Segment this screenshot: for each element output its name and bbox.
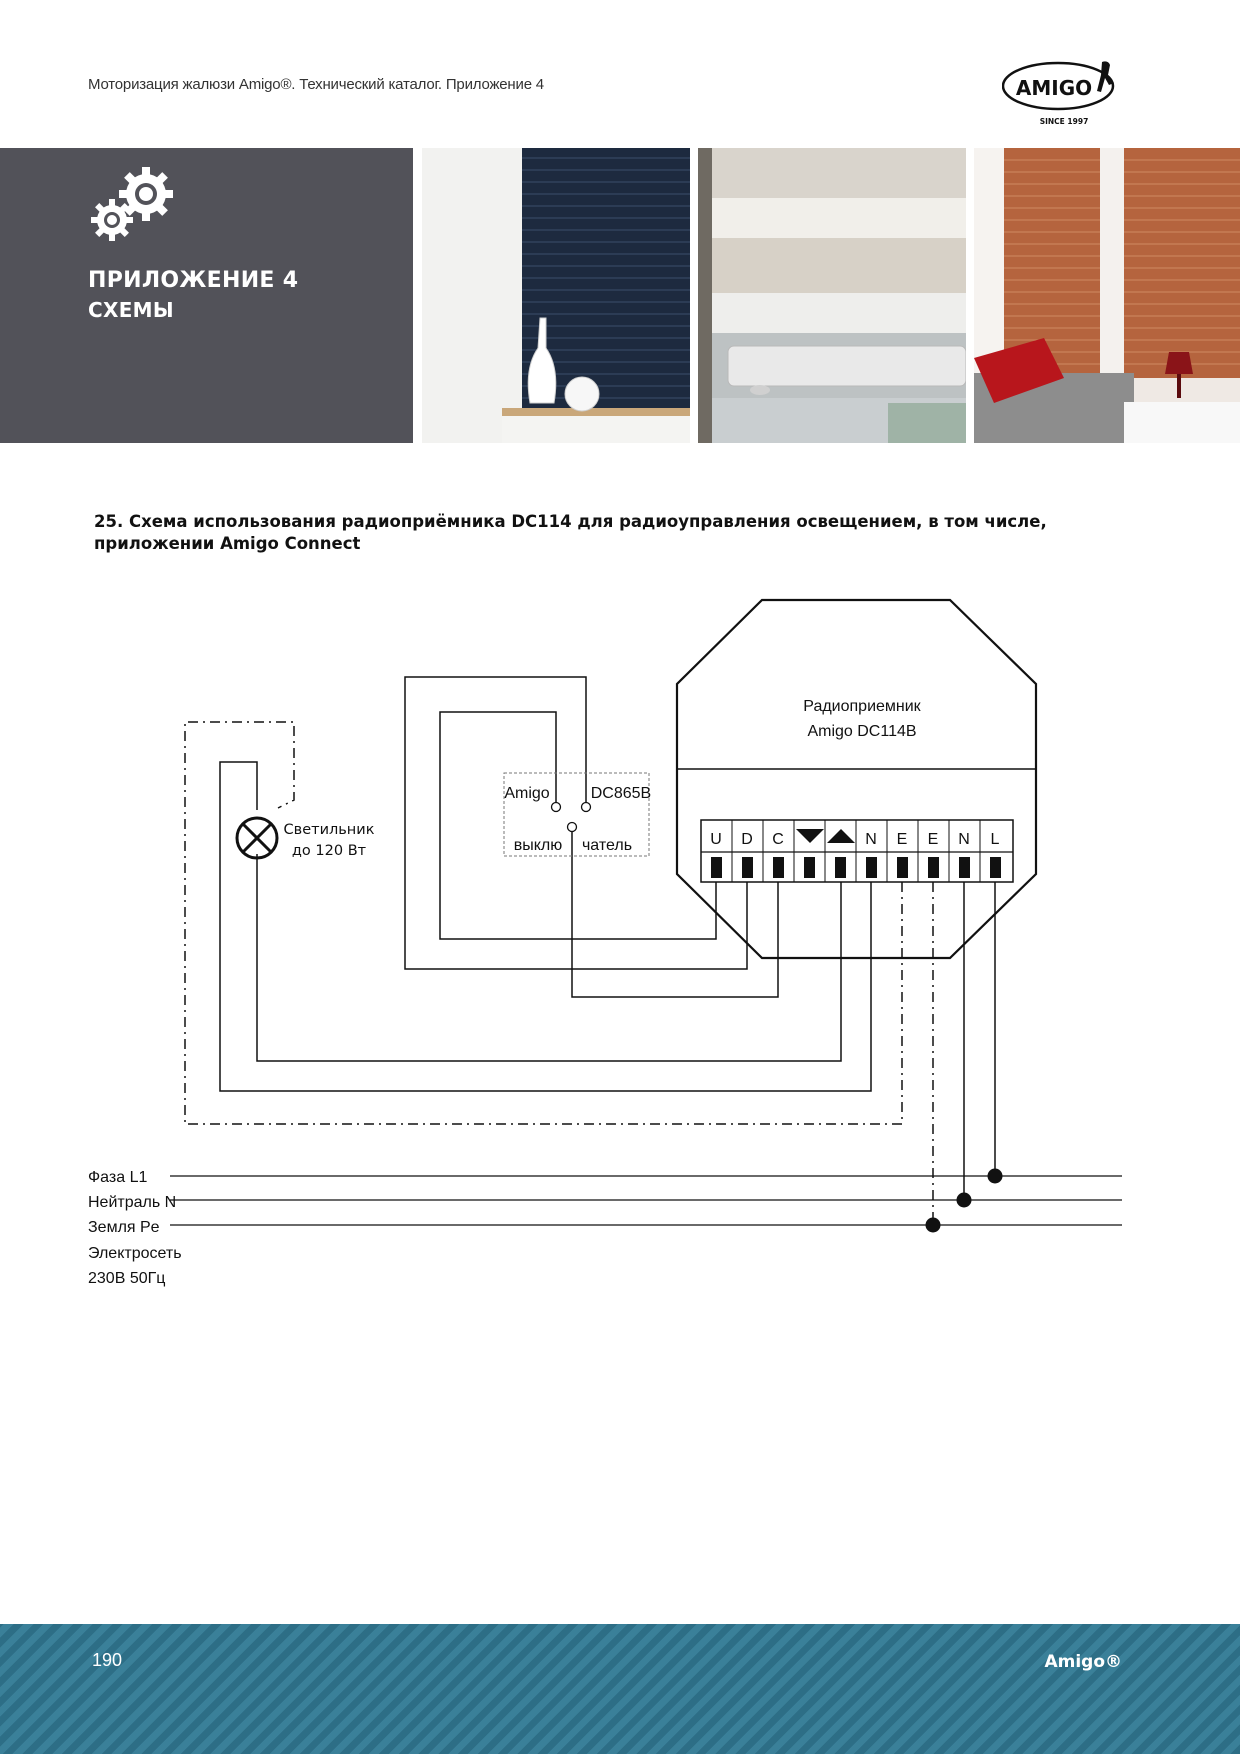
banner-section bbox=[0, 148, 413, 443]
switch-label-right: DC865B bbox=[590, 785, 652, 802]
section-subtitle: СХЕМЫ bbox=[88, 298, 174, 322]
amigo-logo bbox=[1002, 58, 1126, 130]
mains-title: Электросеть bbox=[88, 1245, 182, 1262]
terminal-label: E bbox=[927, 831, 939, 848]
receiver-model: Amigo DC114B bbox=[807, 723, 917, 740]
page-number: 190 bbox=[92, 1650, 123, 1670]
terminal-label: L bbox=[990, 831, 1000, 848]
terminal-label: N bbox=[958, 831, 970, 848]
photo-dark-blinds bbox=[422, 148, 690, 443]
receiver-body bbox=[677, 600, 1036, 958]
header-title: Моторизация жалюзи Amigo®. Технический каталог. Приложение 4 bbox=[88, 76, 544, 93]
switch-word-right: чатель bbox=[581, 837, 633, 854]
logo-text: AMIGO bbox=[1015, 76, 1093, 100]
footer-brand: Amigo® bbox=[1044, 1652, 1122, 1672]
logo-tagline: SINCE 1997 bbox=[1039, 117, 1089, 126]
switch-label-left: Amigo bbox=[504, 785, 550, 802]
terminal-label: D bbox=[741, 831, 753, 848]
receiver-name: Радиоприемник bbox=[803, 698, 921, 715]
section-title: ПРИЛОЖЕНИЕ 4 bbox=[88, 268, 299, 293]
photo-roller-blinds bbox=[698, 148, 966, 443]
terminal-label: C bbox=[772, 831, 784, 848]
photo-red-blinds bbox=[974, 148, 1240, 443]
mains-spec: 230В 50Гц bbox=[88, 1270, 166, 1287]
footer-bar bbox=[0, 1624, 1240, 1754]
terminal-label: U bbox=[710, 831, 722, 848]
mains-ground-label: Земля Pe bbox=[88, 1219, 160, 1236]
diagram-heading: 25. Схема использования радиоприёмника DC114 для радиоуправления освещением, в том числе, приложении Amigo Connect bbox=[94, 512, 1047, 553]
mains-neutral-label: Нейтраль N bbox=[88, 1194, 177, 1211]
lamp-power: до 120 Вт bbox=[291, 843, 367, 859]
down-arrow-icon bbox=[796, 829, 824, 843]
terminal-label: E bbox=[896, 831, 908, 848]
lamp-icon bbox=[237, 818, 277, 858]
up-arrow-icon bbox=[827, 829, 855, 843]
switch-word-left: выклю bbox=[513, 837, 563, 854]
wiring-diagram bbox=[0, 580, 1240, 1300]
gears-icon bbox=[90, 164, 180, 244]
mains-phase-label: Фаза L1 bbox=[88, 1169, 148, 1186]
terminal-label: N bbox=[865, 831, 877, 848]
lamp-label: Светильник bbox=[283, 822, 375, 838]
